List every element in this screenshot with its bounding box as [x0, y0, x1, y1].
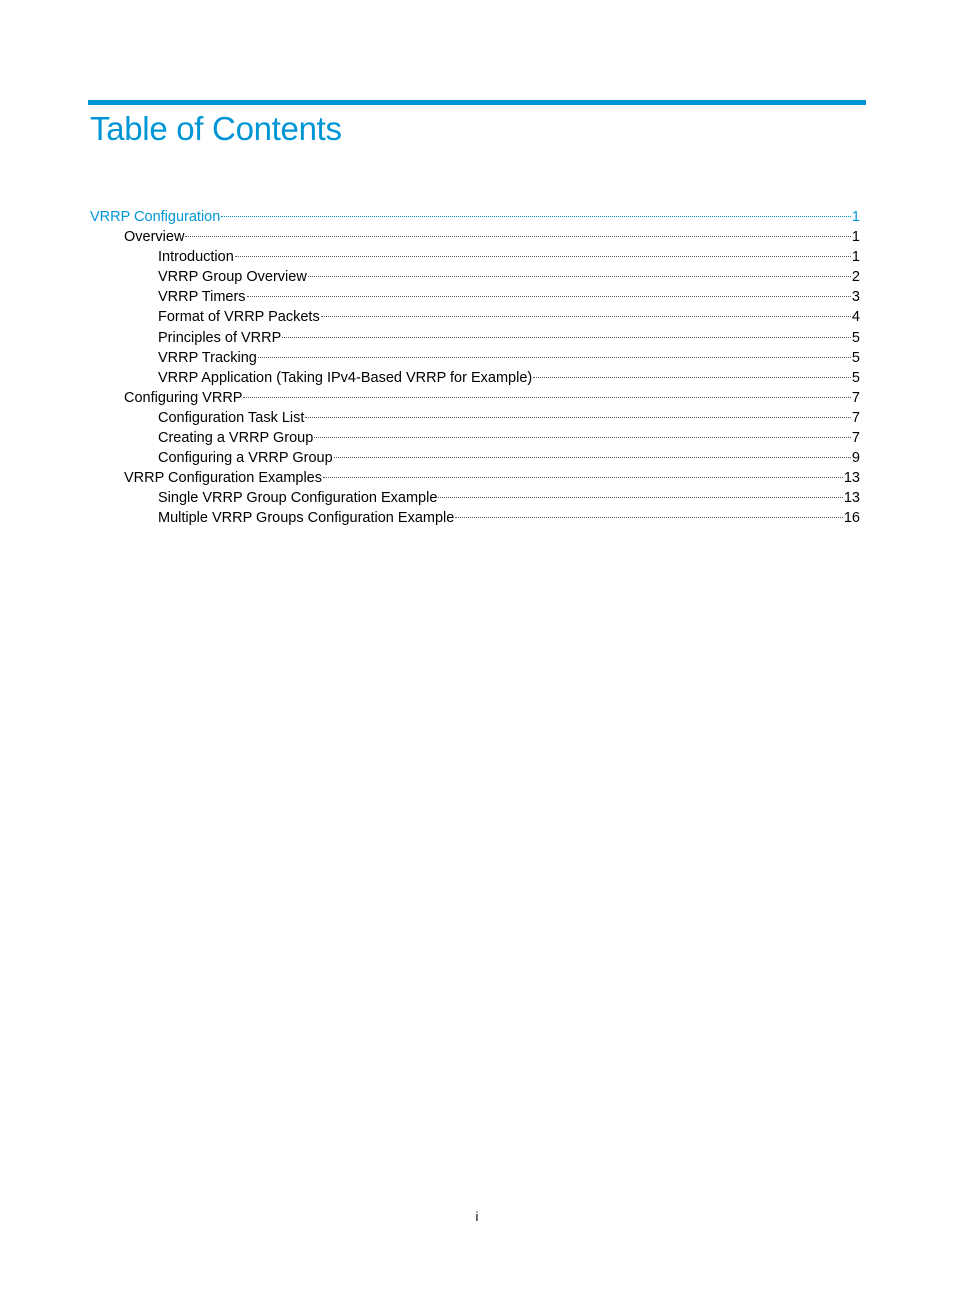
- toc-dot-leader: [533, 377, 851, 378]
- toc-entry-page: 1: [851, 229, 860, 246]
- toc-entry-label: VRRP Group Overview: [158, 269, 307, 286]
- toc-entry[interactable]: [90, 428, 860, 448]
- toc-dot-leader: [282, 337, 851, 338]
- toc-dot-leader: [455, 517, 843, 518]
- toc-entry[interactable]: [90, 448, 860, 468]
- toc-entry[interactable]: [90, 388, 860, 408]
- toc-entry-label: Configuring a VRRP Group: [158, 450, 333, 467]
- toc-entry-label: Creating a VRRP Group: [158, 430, 314, 447]
- toc-entry-page: 13: [843, 470, 860, 487]
- toc-dot-leader: [247, 296, 851, 297]
- title-rule: [88, 100, 866, 105]
- toc-entry-page: 4: [851, 309, 860, 326]
- toc-entry-label: Introduction: [158, 249, 234, 266]
- toc-entry[interactable]: [90, 488, 860, 508]
- toc-entry-label: VRRP Timers: [158, 289, 246, 306]
- toc-entry-label: Multiple VRRP Groups Configuration Example: [158, 510, 455, 527]
- toc-entry-label: VRRP Tracking: [158, 349, 257, 366]
- toc-dot-leader: [323, 477, 843, 478]
- toc-entry[interactable]: [90, 468, 860, 488]
- toc-dot-leader: [314, 437, 851, 438]
- toc-dot-leader: [334, 457, 851, 458]
- page-title: Table of Contents: [90, 110, 342, 147]
- toc-entry[interactable]: [90, 247, 860, 267]
- toc-dot-leader: [305, 417, 850, 418]
- toc-entry-label: VRRP Configuration Examples: [124, 470, 322, 487]
- toc-entry[interactable]: [90, 508, 860, 528]
- toc-entry-label: Configuration Task List: [158, 409, 305, 426]
- toc-entry-page: 7: [851, 409, 860, 426]
- toc-entry-page: 1: [851, 249, 860, 266]
- toc-entry[interactable]: [90, 207, 860, 227]
- toc-entry-page: 1: [851, 209, 860, 225]
- toc-dot-leader: [321, 316, 851, 317]
- toc-entry[interactable]: [90, 368, 860, 388]
- toc-dot-leader: [185, 236, 850, 237]
- toc-entry[interactable]: [90, 227, 860, 247]
- toc-dot-leader: [438, 497, 842, 498]
- toc-entry-page: 2: [851, 269, 860, 286]
- toc-entry-page: 3: [851, 289, 860, 306]
- toc-dot-leader: [258, 357, 851, 358]
- toc-entry[interactable]: [90, 287, 860, 307]
- toc-entry-label: VRRP Application (Taking IPv4-Based VRRP for Example): [158, 369, 533, 386]
- toc-entry-label: Configuring VRRP: [124, 389, 243, 406]
- toc-entry[interactable]: [90, 267, 860, 287]
- toc-entry-page: 9: [851, 450, 860, 467]
- toc-entry-page: 7: [851, 389, 860, 406]
- toc-entry-page: 5: [851, 329, 860, 346]
- toc-entry[interactable]: [90, 348, 860, 368]
- toc-entry-page: 13: [843, 490, 860, 507]
- toc-entry-page: 5: [851, 369, 860, 386]
- toc-dot-leader: [235, 256, 851, 257]
- toc-entry-label: VRRP Configuration: [90, 209, 221, 225]
- toc-dot-leader: [243, 397, 850, 398]
- toc-entry[interactable]: [90, 307, 860, 327]
- toc-entry-page: 7: [851, 430, 860, 447]
- toc-entry[interactable]: [90, 328, 860, 348]
- toc-entry-label: Single VRRP Group Configuration Example: [158, 490, 438, 507]
- toc-entry-page: 5: [851, 349, 860, 366]
- toc-entry-label: Principles of VRRP: [158, 329, 282, 346]
- toc-entry-page: 16: [843, 510, 860, 527]
- toc-dot-leader: [308, 276, 851, 277]
- toc-entry[interactable]: [90, 408, 860, 428]
- toc-entry-label: Overview: [124, 229, 185, 246]
- table-of-contents: [90, 207, 860, 529]
- toc-entry-label: Format of VRRP Packets: [158, 309, 320, 326]
- page-number: i: [475, 1209, 479, 1224]
- toc-dot-leader: [221, 216, 851, 217]
